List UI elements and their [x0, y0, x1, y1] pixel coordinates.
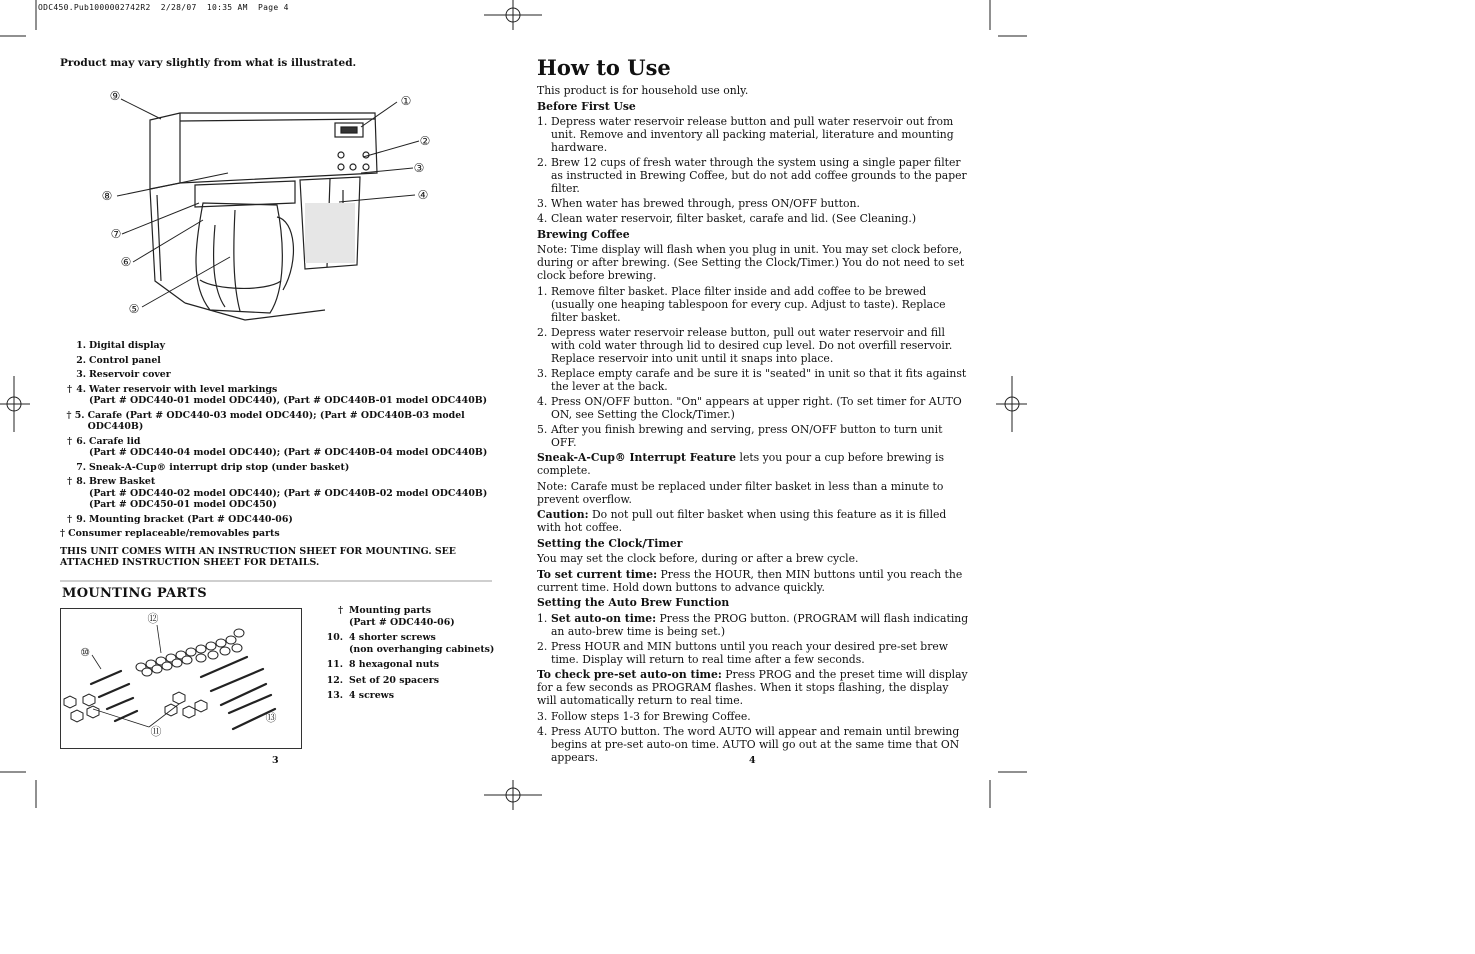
household-note: This product is for household use only.	[537, 84, 749, 97]
part-item: 7. Sneak-A-Cup® interrupt drip stop (under basket)	[76, 461, 350, 473]
callout-12: ⑫	[147, 612, 159, 625]
part-item: † 8. Brew Basket (Part # ODC440-02 model ODC440); (Part # ODC440B-02 model ODC440B) (Part # ODC450-01 model ODC450)	[67, 476, 488, 510]
sneak-a-cup-note: Note: Carafe must be replaced under filter basket in less than a minute to prevent overflow.	[537, 479, 944, 506]
coffee-maker-illustration	[95, 85, 440, 330]
part-item: 3. Reservoir cover	[76, 369, 171, 380]
section-divider	[60, 580, 492, 582]
before-first-use-heading: Before First Use	[537, 99, 636, 113]
clock-text: You may set the clock before, during or after a brew cycle.	[537, 552, 859, 565]
list-item: 3. Replace empty carafe and be sure it is "seated" in unit so that it fits against the lever at the back.	[537, 366, 967, 393]
callout-10: ⑩	[80, 646, 90, 659]
callout-2: ②	[419, 134, 431, 148]
mounting-part-item: 13. 4 screws	[326, 690, 395, 701]
part-item: † 6. Carafe lid (Part # ODC440-04 model ODC440); (Part # ODC440B-04 model ODC440B)	[67, 435, 488, 458]
part-item: † 9. Mounting bracket (Part # ODC440-06)	[67, 513, 293, 525]
mounting-part-item: 10. 4 shorter screws (non overhanging cabinets)	[326, 632, 495, 655]
check-preset-time: To check pre-set auto-on time: Press PROG and the preset time will display for a few seconds as PROGRAM flashes. When it stops flashing, the display will automatically return to real time.	[537, 668, 968, 707]
print-slug: ODC450.Pub1000002742R2 2/28/07 10:35 AM Page 4	[38, 3, 289, 12]
auto-brew-heading: Setting the Auto Brew Function	[537, 596, 730, 609]
page-number-left: 3	[272, 755, 279, 766]
callout-4: ④	[417, 188, 429, 202]
callout-3: ③	[413, 161, 425, 175]
callout-8: ⑧	[101, 189, 113, 203]
list-item: 2. Depress water reservoir release button, pull out water reservoir and fill with cold water through lid to desired cup level. Do not overfill reservoir. Replace reservoir into unit until it snaps into place.	[537, 325, 953, 365]
part-item: 2. Control panel	[76, 354, 161, 366]
list-item: 3. When water has brewed through, press ON/OFF button.	[537, 197, 860, 210]
illustration-note: Product may vary slightly from what is illustrated.	[60, 57, 357, 69]
list-item: 2. Press HOUR and MIN buttons until you reach your desired pre-set brew time. Display will return to real time after a few seconds.	[537, 639, 949, 666]
callout-13: ⑬	[265, 711, 277, 724]
mounting-parts-heading: MOUNTING PARTS	[62, 586, 207, 601]
part-item: † 5. Carafe (Part # ODC440-03 model ODC440); (Part # ODC440B-03 model ODC440B)	[66, 409, 465, 432]
list-item: 3. Follow steps 1-3 for Brewing Coffee.	[537, 709, 751, 723]
list-item: 1. Remove filter basket. Place filter inside and add coffee to be brewed (usually one heaping tablespoon for every cup. Adjust to taste). Replace filter basket.	[537, 284, 946, 324]
page-number-right: 4	[749, 755, 756, 766]
sneak-a-cup-feature: Sneak-A-Cup® Interrupt Feature lets you pour a cup before brewing is complete.	[537, 451, 945, 477]
mounting-warning: THIS UNIT COMES WITH AN INSTRUCTION SHEET FOR MOUNTING. SEE ATTACHED INSTRUCTION SHEET FOR DETAILS.	[60, 545, 456, 568]
list-item: 2. Brew 12 cups of fresh water through the system using a single paper filter as instructed in Brewing Coffee, but do not add coffee grounds to the paper filter.	[537, 156, 967, 195]
set-current-time: To set current time: Press the HOUR, then MIN buttons until you reach the current time. Hold down buttons to advance quickly.	[537, 567, 963, 594]
mounting-parts-illustration	[60, 608, 302, 749]
caution-note: Caution: Do not pull out filter basket when using this feature as it is filled with hot coffee.	[537, 508, 947, 534]
parts-list	[60, 340, 500, 569]
callout-7: ⑦	[110, 227, 122, 241]
how-to-use-section	[537, 55, 969, 766]
callout-6: ⑥	[120, 255, 132, 269]
callout-11: ⑪	[150, 725, 162, 738]
callout-9: ⑨	[109, 89, 121, 103]
clock-heading: Setting the Clock/Timer	[537, 536, 683, 550]
brewing-note: Note: Time display will flash when you plug in unit. You may set clock before, during or after brewing. (See Setting the Clock/Timer.) You do not need to set clock before brewing.	[537, 243, 965, 282]
mounting-part-item: † Mounting parts (Part # ODC440-06)	[338, 605, 455, 628]
brewing-heading: Brewing Coffee	[537, 227, 630, 241]
callout-1: ①	[400, 94, 412, 108]
callout-5: ⑤	[128, 302, 140, 316]
mounting-parts-list	[322, 605, 502, 706]
list-item: 4. Press AUTO button. The word AUTO will appear and remain until brewing begins at pre-set auto-on time. AUTO will go out at the same time that ON appears.	[537, 724, 960, 764]
mounting-part-item: 12. Set of 20 spacers	[326, 674, 439, 686]
list-item: 5. After you finish brewing and serving, press ON/OFF button to turn unit OFF.	[537, 422, 943, 449]
mounting-part-item: 11. 8 hexagonal nuts	[326, 659, 439, 670]
auto-brew-steps-a	[537, 612, 969, 666]
part-item: 1. Digital display	[76, 340, 166, 351]
list-item: 4. Clean water reservoir, filter basket, carafe and lid. (See Cleaning.)	[537, 212, 917, 225]
before-first-use-steps	[537, 115, 969, 225]
brewing-steps	[537, 285, 969, 449]
list-item: 4. Press ON/OFF button. "On" appears at upper right. (To set timer for AUTO ON, see Setting the Clock/Timer.)	[537, 394, 962, 421]
list-item: 1. Depress water reservoir release button and pull water reservoir out from unit. Remove and inventory all packing material, literature and mounting hardware.	[537, 115, 954, 154]
consumer-parts-note: † Consumer replaceable/removables parts	[60, 528, 280, 539]
part-item: † 4. Water reservoir with level markings (Part # ODC440-01 model ODC440), (Part # ODC440B-01 model ODC440B)	[67, 383, 488, 406]
page-title: How to Use	[537, 55, 671, 80]
list-item: 1. Set auto-on time: Press the PROG button. (PROGRAM will flash indicating an auto-brew time is being set.)	[537, 611, 969, 638]
